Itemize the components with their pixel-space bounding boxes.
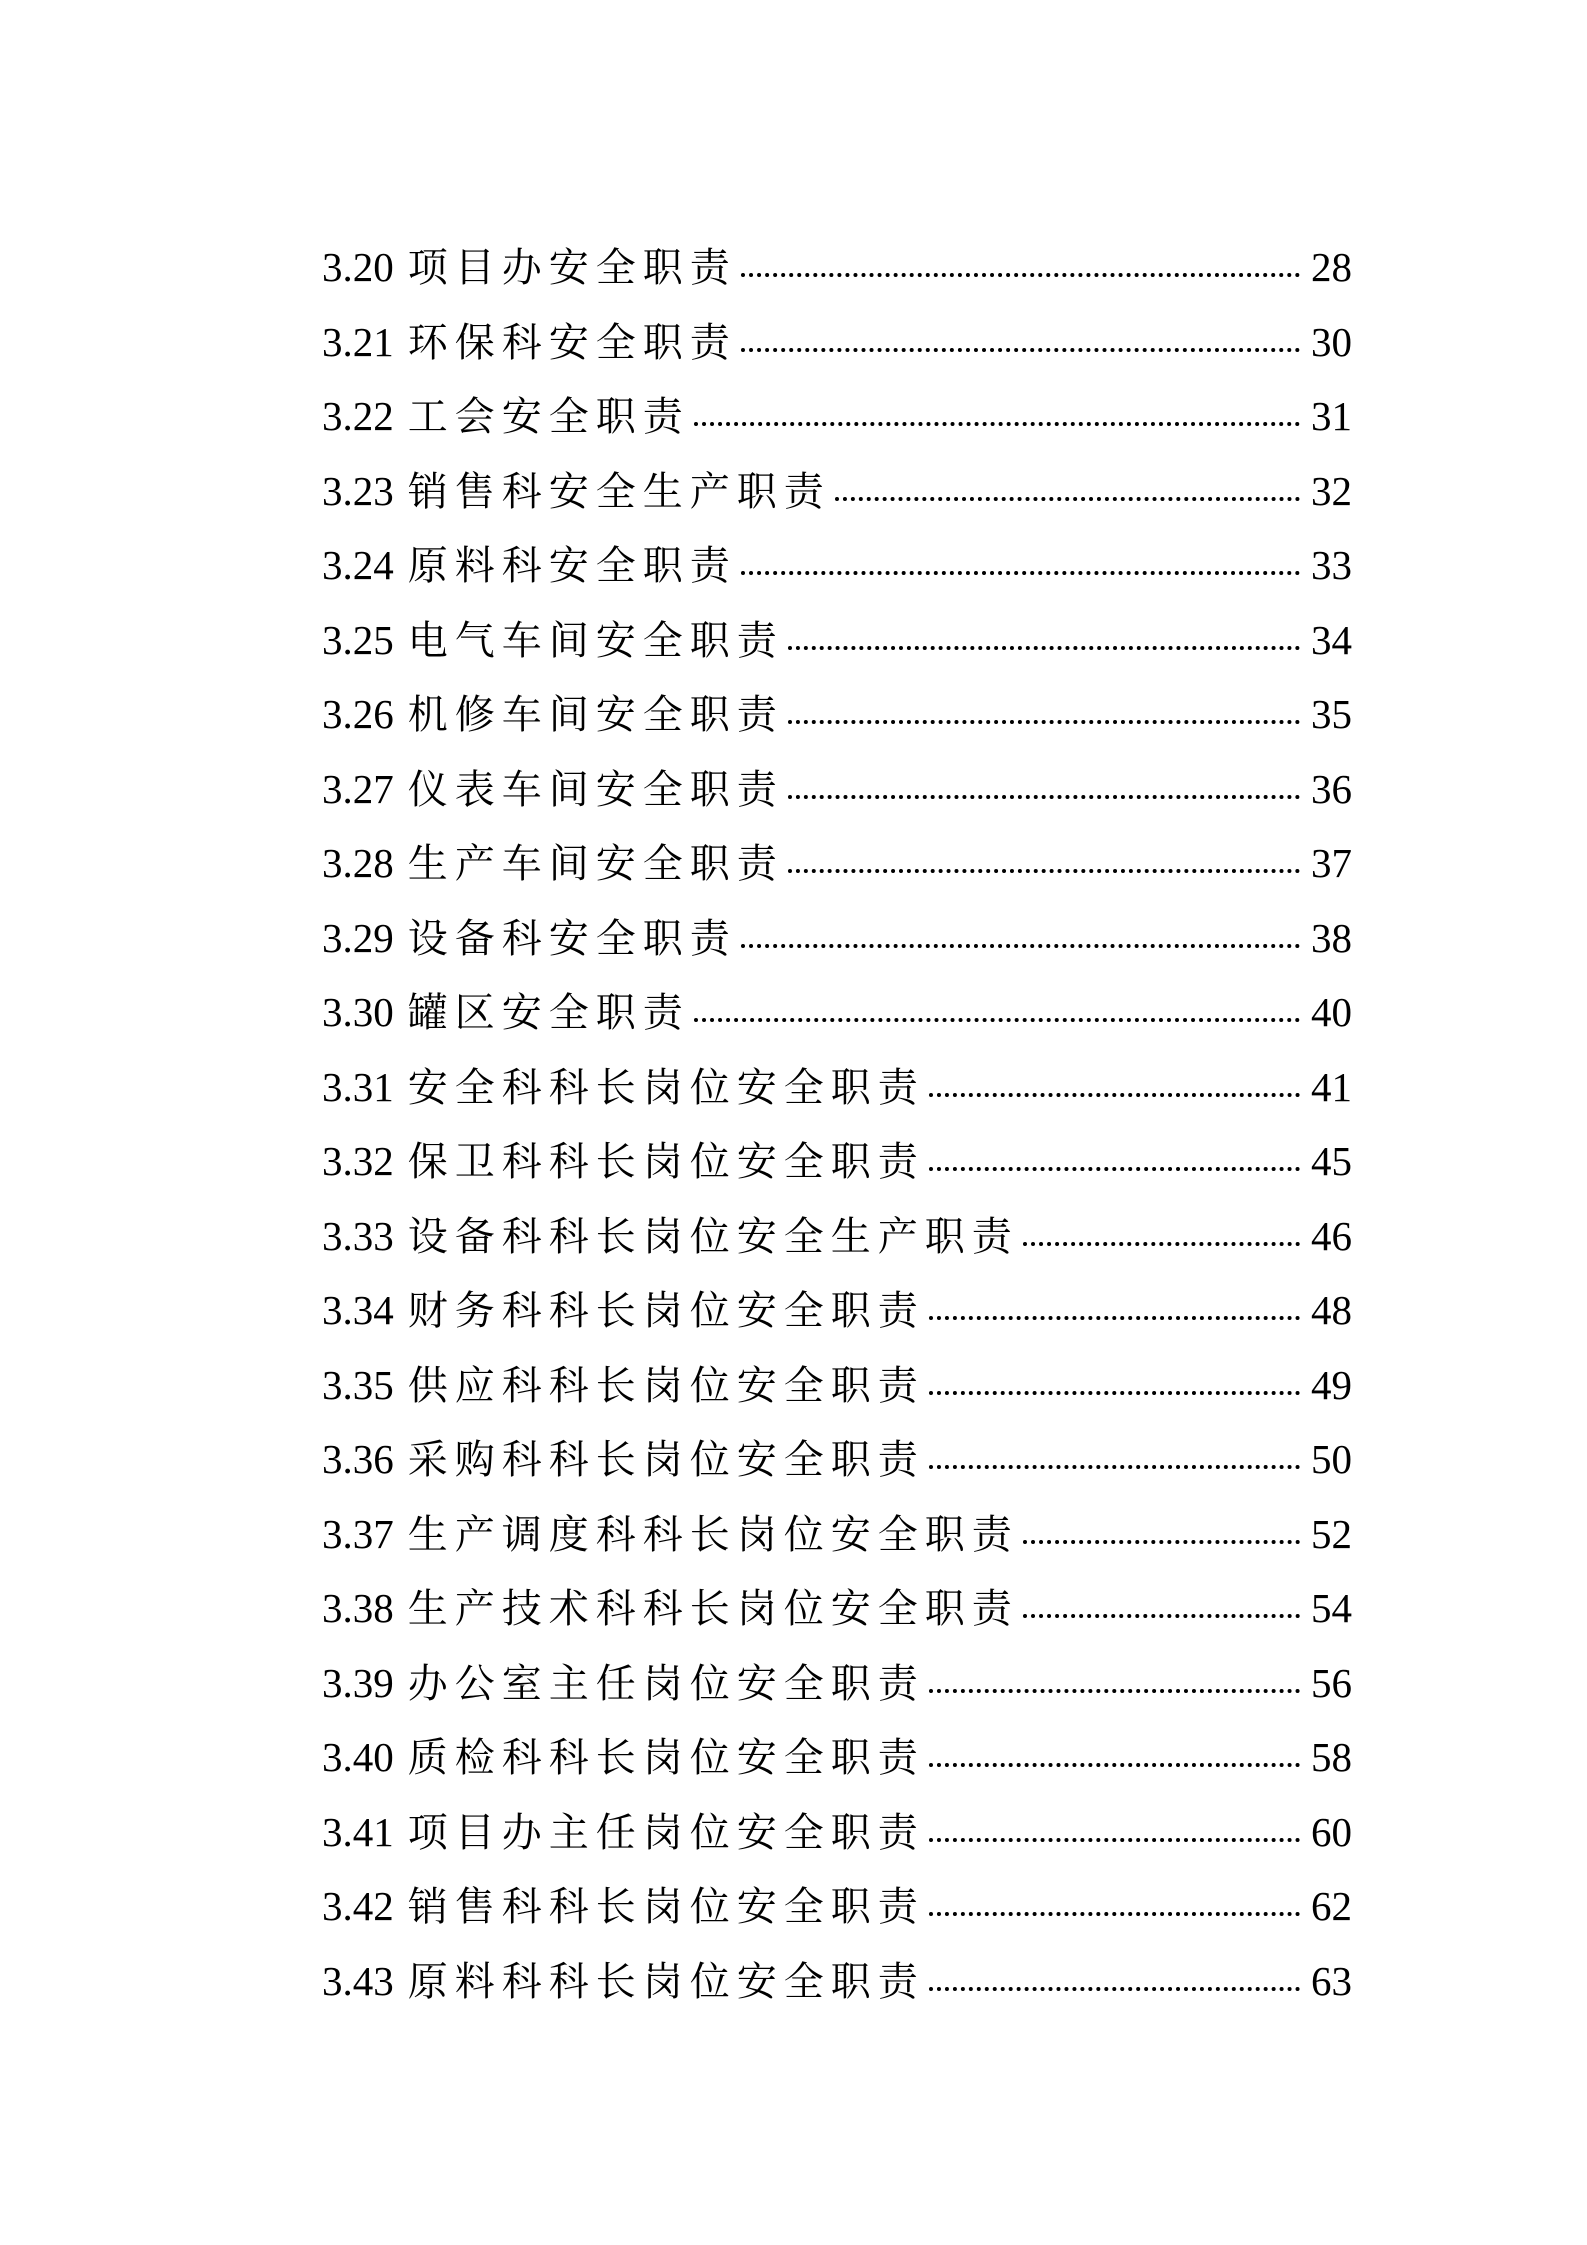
toc-entry-title: 机修车间安全职责 bbox=[407, 692, 784, 738]
toc-entry-title: 保卫科科长岗位安全职责 bbox=[407, 1139, 925, 1185]
toc-entry-title: 销售科科长岗位安全职责 bbox=[407, 1884, 925, 1930]
table-of-contents bbox=[322, 230, 1352, 2018]
toc-entry-title: 生产调度科科长岗位安全职责 bbox=[407, 1511, 1019, 1558]
toc-entry-title: 安全科科长岗位安全职责 bbox=[407, 1064, 925, 1111]
toc-entry[interactable] bbox=[322, 901, 1352, 976]
toc-entry[interactable] bbox=[322, 1124, 1352, 1199]
dot-leader bbox=[741, 348, 1300, 352]
toc-entry-number: 3.31 bbox=[322, 1063, 394, 1110]
toc-entry-page-number: 56 bbox=[1311, 1659, 1352, 1706]
toc-entry-page-number: 33 bbox=[1311, 542, 1352, 588]
dot-leader bbox=[929, 1689, 1300, 1693]
toc-entry-number: 3.32 bbox=[322, 1138, 394, 1184]
toc-entry-page-number: 41 bbox=[1311, 1063, 1352, 1110]
toc-entry-title: 生产车间安全职责 bbox=[407, 841, 784, 887]
toc-entry[interactable] bbox=[322, 1050, 1352, 1125]
toc-entry-page-number: 45 bbox=[1311, 1138, 1352, 1184]
toc-entry-page-number: 40 bbox=[1311, 989, 1352, 1035]
toc-entry-number: 3.43 bbox=[322, 1957, 394, 2004]
toc-entry[interactable] bbox=[322, 1273, 1352, 1348]
toc-entry-title: 设备科安全职责 bbox=[407, 915, 737, 962]
toc-entry-number: 3.21 bbox=[322, 318, 394, 365]
toc-entry-page-number: 63 bbox=[1311, 1957, 1352, 2004]
toc-entry-title: 办公室主任岗位安全职责 bbox=[407, 1660, 925, 1707]
toc-entry-number: 3.26 bbox=[322, 691, 394, 737]
dot-leader bbox=[788, 795, 1300, 799]
toc-entry[interactable] bbox=[322, 1795, 1352, 1870]
toc-entry[interactable] bbox=[322, 230, 1352, 305]
toc-entry-number: 3.39 bbox=[322, 1659, 394, 1706]
dot-leader bbox=[694, 422, 1300, 426]
toc-entry-page-number: 50 bbox=[1311, 1436, 1352, 1482]
dot-leader bbox=[835, 497, 1300, 501]
dot-leader bbox=[929, 1316, 1300, 1320]
dot-leader bbox=[694, 1018, 1300, 1022]
toc-entry-title: 生产技术科科长岗位安全职责 bbox=[407, 1586, 1019, 1632]
toc-entry-page-number: 49 bbox=[1311, 1361, 1352, 1408]
toc-entry[interactable] bbox=[322, 528, 1352, 603]
dot-leader bbox=[929, 1838, 1300, 1842]
toc-entry-page-number: 48 bbox=[1311, 1287, 1352, 1333]
toc-entry-title: 项目办主任岗位安全职责 bbox=[407, 1809, 925, 1856]
toc-entry-number: 3.23 bbox=[322, 467, 394, 514]
toc-entry-page-number: 35 bbox=[1311, 691, 1352, 737]
toc-entry-page-number: 46 bbox=[1311, 1212, 1352, 1259]
toc-entry-page-number: 28 bbox=[1311, 244, 1352, 290]
toc-entry-page-number: 52 bbox=[1311, 1510, 1352, 1557]
dot-leader bbox=[929, 1912, 1300, 1916]
dot-leader bbox=[788, 720, 1300, 724]
toc-entry-number: 3.40 bbox=[322, 1734, 394, 1780]
toc-entry-title: 设备科科长岗位安全生产职责 bbox=[407, 1213, 1019, 1260]
toc-entry-number: 3.42 bbox=[322, 1883, 394, 1929]
toc-entry-title: 项目办安全职责 bbox=[407, 245, 737, 291]
dot-leader bbox=[1023, 1540, 1300, 1544]
toc-entry-page-number: 58 bbox=[1311, 1734, 1352, 1780]
toc-entry-title: 采购科科长岗位安全职责 bbox=[407, 1437, 925, 1483]
toc-entry-title: 原料科科长岗位安全职责 bbox=[407, 1958, 925, 2005]
toc-entry-number: 3.34 bbox=[322, 1287, 394, 1333]
toc-entry-page-number: 34 bbox=[1311, 616, 1352, 663]
toc-entry-number: 3.20 bbox=[322, 244, 394, 290]
toc-entry-title: 财务科科长岗位安全职责 bbox=[407, 1288, 925, 1334]
toc-entry-number: 3.30 bbox=[322, 989, 394, 1035]
toc-entry-number: 3.35 bbox=[322, 1361, 394, 1408]
dot-leader bbox=[929, 1093, 1300, 1097]
toc-entry-number: 3.41 bbox=[322, 1808, 394, 1855]
toc-entry[interactable] bbox=[322, 1571, 1352, 1646]
toc-entry-page-number: 30 bbox=[1311, 318, 1352, 365]
dot-leader bbox=[788, 869, 1300, 873]
toc-entry[interactable] bbox=[322, 1646, 1352, 1721]
toc-entry[interactable] bbox=[322, 1422, 1352, 1497]
dot-leader bbox=[741, 273, 1300, 277]
toc-entry-page-number: 60 bbox=[1311, 1808, 1352, 1855]
toc-entry-page-number: 37 bbox=[1311, 840, 1352, 886]
toc-entry-number: 3.36 bbox=[322, 1436, 394, 1482]
toc-entry[interactable] bbox=[322, 1497, 1352, 1572]
toc-entry-number: 3.28 bbox=[322, 840, 394, 886]
dot-leader bbox=[788, 646, 1300, 650]
dot-leader bbox=[929, 1465, 1300, 1469]
toc-entry[interactable] bbox=[322, 1944, 1352, 2019]
dot-leader bbox=[929, 1167, 1300, 1171]
dot-leader bbox=[929, 1763, 1300, 1767]
toc-entry-title: 电气车间安全职责 bbox=[407, 617, 784, 664]
toc-entry-title: 工会安全职责 bbox=[407, 394, 690, 440]
toc-entry-number: 3.33 bbox=[322, 1212, 394, 1259]
dot-leader bbox=[741, 571, 1300, 575]
toc-entry[interactable] bbox=[322, 1720, 1352, 1795]
toc-entry-title: 仪表车间安全职责 bbox=[407, 766, 784, 813]
toc-entry[interactable] bbox=[322, 752, 1352, 827]
toc-entry-page-number: 36 bbox=[1311, 765, 1352, 812]
toc-entry-page-number: 62 bbox=[1311, 1883, 1352, 1929]
toc-entry-title: 环保科安全职责 bbox=[407, 319, 737, 366]
toc-entry-number: 3.29 bbox=[322, 914, 394, 961]
toc-entry-number: 3.38 bbox=[322, 1585, 394, 1631]
toc-entry-title: 供应科科长岗位安全职责 bbox=[407, 1362, 925, 1409]
toc-entry[interactable] bbox=[322, 677, 1352, 752]
toc-entry[interactable] bbox=[322, 454, 1352, 529]
toc-entry-number: 3.24 bbox=[322, 542, 394, 588]
toc-entry-title: 质检科科长岗位安全职责 bbox=[407, 1735, 925, 1781]
toc-entry-title: 原料科安全职责 bbox=[407, 543, 737, 589]
dot-leader bbox=[1023, 1242, 1300, 1246]
dot-leader bbox=[1023, 1614, 1300, 1618]
toc-entry-page-number: 31 bbox=[1311, 393, 1352, 439]
dot-leader bbox=[929, 1391, 1300, 1395]
dot-leader bbox=[929, 1987, 1300, 1991]
toc-entry-number: 3.27 bbox=[322, 765, 394, 812]
toc-entry[interactable] bbox=[322, 1348, 1352, 1423]
dot-leader bbox=[741, 944, 1300, 948]
toc-entry[interactable] bbox=[322, 975, 1352, 1050]
toc-entry-title: 销售科安全生产职责 bbox=[407, 468, 831, 515]
toc-entry-page-number: 38 bbox=[1311, 914, 1352, 961]
toc-entry-page-number: 54 bbox=[1311, 1585, 1352, 1631]
toc-entry[interactable] bbox=[322, 305, 1352, 380]
toc-entry-number: 3.22 bbox=[322, 393, 394, 439]
toc-entry[interactable] bbox=[322, 379, 1352, 454]
toc-entry[interactable] bbox=[322, 1199, 1352, 1274]
toc-entry-page-number: 32 bbox=[1311, 467, 1352, 514]
toc-entry-number: 3.25 bbox=[322, 616, 394, 663]
toc-entry[interactable] bbox=[322, 826, 1352, 901]
toc-entry-number: 3.37 bbox=[322, 1510, 394, 1557]
toc-entry-title: 罐区安全职责 bbox=[407, 990, 690, 1036]
toc-entry[interactable] bbox=[322, 603, 1352, 678]
toc-entry[interactable] bbox=[322, 1869, 1352, 1944]
